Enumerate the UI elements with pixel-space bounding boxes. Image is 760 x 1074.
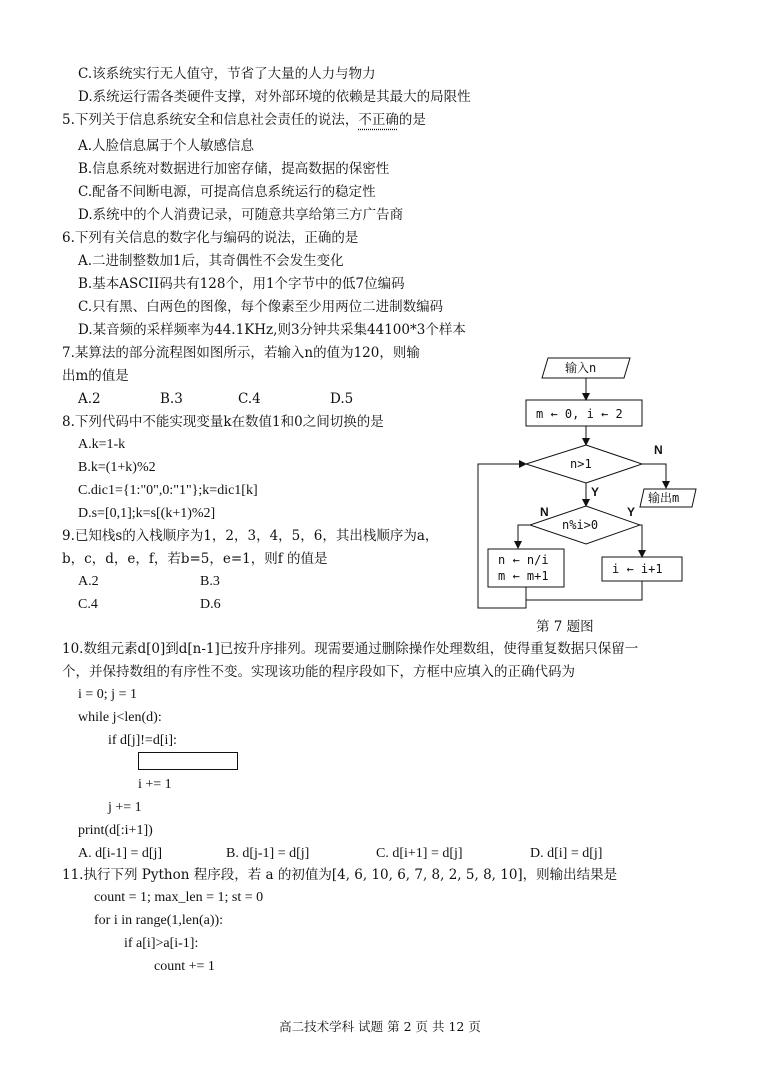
flow-input-text: 输入n xyxy=(565,361,597,375)
q5-stem-part2: 的是 xyxy=(398,112,426,128)
figure-caption: 第 7 题图 xyxy=(536,619,594,635)
flow-output-text: 输出m xyxy=(648,491,680,505)
q5-option-b: B.信息系统对数据进行加密存储，提高数据的保密性 xyxy=(78,161,390,177)
flow-left-branch-line xyxy=(518,525,530,548)
q8-option-a: A.k=1-k xyxy=(78,437,126,452)
q7-stem-line2: 出m的值是 xyxy=(62,368,129,384)
flow-cond1-text: n>1 xyxy=(570,457,592,471)
q10-code-line5: j += 1 xyxy=(108,800,142,815)
q9-option-d: D.6 xyxy=(200,597,221,612)
q10-option-a: A. d[i-1] = d[j] xyxy=(78,846,163,861)
flow-right-text: i ← i+1 xyxy=(612,562,663,576)
q10-code-line1: i = 0; j = 1 xyxy=(78,687,137,702)
q9-option-c: C.4 xyxy=(78,597,98,612)
flow-label-n1: N xyxy=(654,443,663,457)
q11-code-line4: count += 1 xyxy=(154,959,215,974)
q5-emphasis-text: 不正确 xyxy=(358,112,399,128)
q6-option-b: B.基本ASCII码共有128个，用1个字节中的低7位编码 xyxy=(78,276,405,292)
q7-stem-line1: 7.某算法的部分流程图如图所示，若输入n的值为120，则输 xyxy=(62,345,420,361)
q7-option-a: A.2 xyxy=(78,391,101,407)
q9-stem-line2: b，c，d，e，f，若b=5，e=1，则f 的值是 xyxy=(62,551,328,567)
q5-option-c: C.配备不间断电源，可提高信息系统运行的稳定性 xyxy=(78,184,376,200)
q4-option-d: D.系统运行需各类硬件支撑，对外部环境的依赖是其最大的局限性 xyxy=(78,89,471,105)
q9-option-a: A.2 xyxy=(78,574,99,589)
q10-code-line3: if d[j]!=d[i]: xyxy=(108,733,177,748)
q10-code-line2: while j<len(d): xyxy=(78,710,162,725)
q11-stem: 11.执行下列 Python 程序段，若 a 的初值为[4, 6, 10, 6, 7, 8, 2, 5, 8, 10]，则输出结果是 xyxy=(62,867,618,883)
q4-option-c: C.该系统实行无人值守，节省了大量的人力与物力 xyxy=(78,66,376,82)
q5-option-d: D.系统中的个人消费记录，可随意共享给第三方广告商 xyxy=(78,207,404,223)
q5-stem xyxy=(62,111,426,129)
q9-option-b: B.3 xyxy=(200,574,220,589)
q7-option-c: C.4 xyxy=(238,391,261,407)
q7-option-d: D.5 xyxy=(330,391,354,407)
q6-option-c: C.只有黑、白两色的图像，每个像素至少用两位二进制数编码 xyxy=(78,299,444,315)
q10-stem-line2: 个，并保持数组的有序性不变。实现该功能的程序段如下，方框中应填入的正确代码为 xyxy=(62,664,575,680)
q5-option-a: A.人脸信息属于个人敏感信息 xyxy=(78,138,255,154)
flow-n-branch-line xyxy=(642,464,666,488)
flow-label-y2: Y xyxy=(627,505,636,519)
flow-label-n2: N xyxy=(540,505,549,519)
flow-label-y1: Y xyxy=(591,485,600,499)
q10-code-line4: i += 1 xyxy=(138,777,172,792)
q8-option-c: C.dic1={1:"0",0:"1"};k=dic1[k] xyxy=(78,483,258,498)
flow-loop-back xyxy=(478,464,526,608)
q11-code-line2: for i in range(1,len(a)): xyxy=(94,913,224,928)
q6-option-d: D.某音频的采样频率为44.1KHz,则3分钟共采集44100*3个样本 xyxy=(78,322,466,338)
q11-code-line1: count = 1; max_len = 1; st = 0 xyxy=(94,890,264,905)
q10-option-b: B. d[j-1] = d[j] xyxy=(226,846,310,861)
q6-option-a: A.二进制整数加1后，其奇偶性不会发生变化 xyxy=(78,253,344,269)
flow-init-text: m ← 0, i ← 2 xyxy=(536,407,623,421)
flow-merge-right xyxy=(526,581,642,600)
q10-code-line6: print(d[:i+1]) xyxy=(78,823,153,838)
flow-right-branch-line xyxy=(640,525,642,557)
q6-stem: 6.下列有关信息的数字化与编码的说法，正确的是 xyxy=(62,230,359,246)
q5-stem-part1: 5.下列关于信息系统安全和信息社会责任的说法， xyxy=(62,112,359,128)
flow-cond2-text: n%i>0 xyxy=(562,518,599,532)
q8-option-b: B.k=(1+k)%2 xyxy=(78,460,156,475)
q10-stem-line1: 10.数组元素d[0]到d[n-1]已按升序排列。现需要通过删除操作处理数组，使得重复数据只保留一 xyxy=(62,641,639,657)
q8-stem: 8.下列代码中不能实现变量k在数值1和0之间切换的是 xyxy=(62,414,384,430)
q9-stem-line1: 9.已知栈s的入栈顺序为1，2，3，4，5，6，其出栈顺序为a， xyxy=(62,528,439,544)
flow-left-text-1: n ← n/i xyxy=(498,553,549,567)
q10-option-d: D. d[i] = d[j] xyxy=(530,846,603,861)
q5-emphasis xyxy=(358,112,399,128)
q10-answer-blank-box xyxy=(138,752,238,770)
flow-left-text-2: m ← m+1 xyxy=(498,569,549,583)
q8-option-d: D.s=[0,1];k=s[(k+1)%2] xyxy=(78,506,216,521)
flowchart-figure xyxy=(470,350,710,615)
q7-option-b: B.3 xyxy=(160,391,183,407)
page-footer: 高二技术学科 试题 第 2 页 共 12 页 xyxy=(279,1019,481,1034)
q11-code-line3: if a[i]>a[i-1]: xyxy=(124,936,199,951)
q10-option-c: C. d[i+1] = d[j] xyxy=(376,846,463,861)
